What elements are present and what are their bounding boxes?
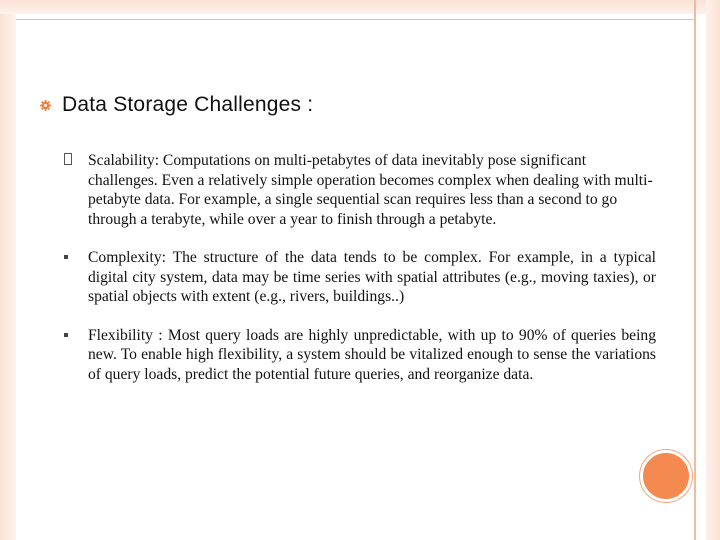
frame-top (0, 0, 720, 14)
list-item-flexibility (64, 326, 656, 385)
right-rule (694, 0, 696, 540)
bullet-list (64, 151, 656, 384)
list-item-scalability (64, 151, 656, 229)
square-bullet-icon (64, 255, 68, 259)
unknown-glyph-icon (64, 153, 72, 165)
frame-right (706, 0, 720, 540)
list-item-text: Scalability: Computations on multi-petabytes of data inevitably pose significant challenges. Even a relatively simple operation becomes complex when dealing with multi-petabyte data. For example, a single sequential scan requires less than a second to go through a terabyte, while over a year to finish through a petabyte. (88, 152, 653, 228)
decorative-circle (640, 450, 692, 502)
slide-heading: Data Storage Challenges : (62, 93, 314, 116)
square-bullet-icon (64, 333, 68, 337)
list-item-text: Complexity: The structure of the data tends to be complex. For example, in a typical digital city system, data may be time series with spatial attributes (e.g., moving taxies), or spatial objects with extent (e.g., rivers, buildings..) (88, 249, 656, 305)
heading-row (40, 93, 313, 117)
top-rule (16, 19, 696, 20)
list-item-text: Flexibility : Most query loads are highly unpredictable, with up to 90% of queries being new. To enable high flexibility, a system should be vitalized enough to sense the variations of query loads, predict the potential future queries, and reorganize data. (88, 326, 656, 383)
list-item-complexity (64, 248, 656, 307)
frame-left (0, 0, 16, 540)
gear-bullet-icon (40, 100, 51, 111)
